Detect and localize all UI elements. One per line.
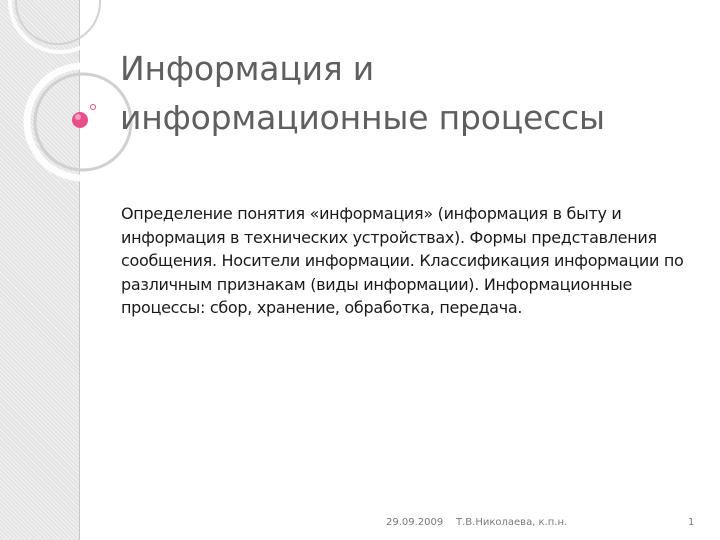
slide-body-text: Определение понятия «информация» (информация в быту и информация в технических устройствах). Формы представления сообщения. Носители информации. Классификация информации по различным признакам (виды информации). Информационные процессы: сбор, хранение, обработка, передача.	[121, 204, 684, 317]
small-pink-dot-icon	[91, 105, 96, 110]
footer-author: Т.В.Николаева, к.п.н.	[456, 517, 568, 528]
decorative-circles	[0, 0, 140, 200]
footer-date: 29.09.2009	[386, 517, 444, 528]
bullet-highlight	[75, 114, 81, 120]
footer-page-number: 1	[688, 517, 695, 528]
decorative-ring-top-small	[16, 0, 100, 44]
pink-bullet-icon	[72, 112, 88, 128]
slide-title: Информация и информационные процессы	[120, 49, 605, 137]
